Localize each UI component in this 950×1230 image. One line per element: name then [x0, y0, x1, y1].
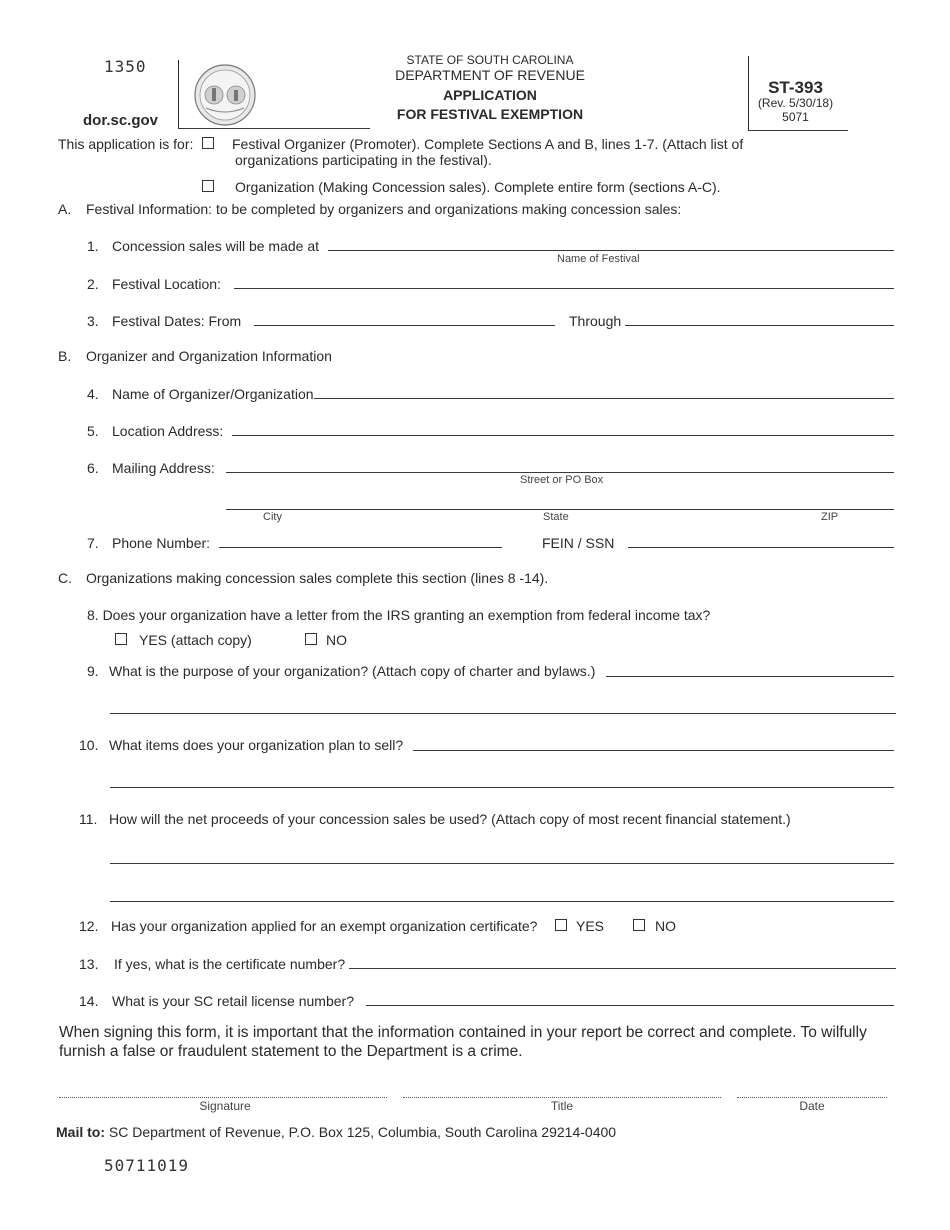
q8-no-checkbox[interactable] [305, 633, 317, 645]
q8-no-label: NO [326, 632, 347, 648]
question-11: How will the net proceeds of your concession sales be used? (Attach copy of most recent financial statement.) [109, 811, 791, 827]
date-caption: Date [799, 1099, 825, 1113]
warning-text-2: furnish a false or fraudulent statement to the Department is a crime. [59, 1043, 523, 1060]
section-b-heading: Organizer and Organization Information [86, 348, 332, 364]
line6-number: 6. [87, 460, 99, 476]
question-14: What is your SC retail license number? [112, 993, 354, 1009]
q10-answer-field-2[interactable] [110, 787, 894, 788]
signature-caption: Signature [199, 1099, 251, 1113]
line5-number: 5. [87, 423, 99, 439]
question-8: 8. Does your organization have a letter from the IRS granting an exemption from federal income tax? [87, 607, 711, 623]
line2-number: 2. [87, 276, 99, 292]
header-underline-left [178, 128, 370, 129]
organizer-option-text: Festival Organizer (Promoter). Complete Sections A and B, lines 1-7. (Attach list of [232, 136, 744, 152]
question-9: What is the purpose of your organization? (Attach copy of charter and bylaws.) [109, 663, 596, 679]
date-field[interactable] [737, 1097, 887, 1098]
festival-name-field[interactable] [328, 250, 894, 251]
sc-state-seal-icon [194, 64, 256, 126]
application-for-label: This application is for: [58, 136, 194, 152]
question-13: If yes, what is the certificate number? [114, 956, 346, 972]
q11-number: 11. [79, 811, 98, 827]
q14-number: 14. [79, 993, 99, 1009]
zip-caption: ZIP [821, 511, 839, 523]
line2-label: Festival Location: [112, 276, 221, 292]
organization-checkbox[interactable] [202, 180, 214, 192]
line1-number: 1. [87, 238, 99, 254]
footer-form-code: 50711019 [104, 1156, 190, 1175]
line6-label: Mailing Address: [112, 460, 215, 476]
phone-number-field[interactable] [219, 547, 502, 548]
organizer-checkbox[interactable] [202, 137, 214, 149]
festival-date-through-field[interactable] [625, 325, 894, 326]
header-divider-left [178, 60, 179, 128]
q12-number: 12. [79, 918, 99, 934]
signature-field[interactable] [59, 1097, 387, 1098]
location-address-field[interactable] [232, 435, 894, 436]
q11-answer-field[interactable] [110, 863, 894, 864]
header-underline-right [748, 130, 848, 131]
website: dor.sc.gov [83, 112, 159, 129]
retail-license-field[interactable] [366, 1005, 894, 1006]
form-title-line2: FOR FESTIVAL EXEMPTION [396, 106, 584, 122]
line5-label: Location Address: [112, 423, 224, 439]
q12-yes-checkbox[interactable] [555, 919, 567, 931]
section-a-letter: A. [58, 201, 72, 217]
mailing-street-field[interactable] [226, 472, 894, 473]
organization-option-text: Organization (Making Concession sales). Complete entire form (sections A-C). [235, 179, 721, 195]
mail-address: SC Department of Revenue, P.O. Box 125, Columbia, South Carolina 29214-0400 [108, 1124, 617, 1140]
line7-label: Phone Number: [112, 535, 211, 551]
q8-yes-checkbox[interactable] [115, 633, 127, 645]
line3-number: 3. [87, 313, 99, 329]
q12-no-label: NO [655, 918, 676, 934]
q12-yes-label: YES [576, 918, 605, 934]
q10-answer-field[interactable] [413, 750, 894, 751]
question-12: Has your organization applied for an exempt organization certificate? [111, 918, 538, 934]
q9-answer-field-2[interactable] [110, 713, 896, 714]
line3-label: Festival Dates: From [112, 313, 242, 329]
form-title-line1: APPLICATION [443, 87, 537, 103]
organizer-option-text-2: organizations participating in the festival). [235, 152, 492, 168]
mailing-city-state-zip-field[interactable] [226, 509, 894, 510]
q9-number: 9. [87, 663, 99, 679]
street-caption: Street or PO Box [520, 474, 604, 486]
city-caption: City [263, 511, 282, 523]
section-b-letter: B. [58, 348, 72, 364]
q8-yes-label: YES (attach copy) [139, 632, 252, 648]
mail-to-label: Mail to: [56, 1124, 105, 1140]
title-caption: Title [550, 1099, 574, 1113]
section-c-letter: C. [58, 570, 72, 586]
section-c-heading: Organizations making concession sales complete this section (lines 8 -14). [86, 570, 549, 586]
festival-date-from-field[interactable] [254, 325, 555, 326]
q9-answer-field[interactable] [606, 676, 894, 677]
department-name: DEPARTMENT OF REVENUE [395, 67, 585, 83]
organizer-name-field[interactable] [314, 398, 894, 399]
through-label: Through [569, 313, 622, 329]
q12-no-checkbox[interactable] [633, 919, 645, 931]
line7-number: 7. [87, 535, 99, 551]
certificate-number-field[interactable] [349, 968, 896, 969]
fein-field[interactable] [628, 547, 894, 548]
q11-answer-field-2[interactable] [110, 901, 894, 902]
form-revision: (Rev. 5/30/18) [757, 96, 834, 110]
warning-text: When signing this form, it is important that the information contained in your report be correct and complete. To wilfully [59, 1024, 867, 1041]
title-field[interactable] [403, 1097, 721, 1098]
festival-location-field[interactable] [234, 288, 894, 289]
state-name: STATE OF SOUTH CAROLINA [406, 53, 574, 67]
fein-label: FEIN / SSN [542, 535, 615, 551]
state-caption: State [543, 511, 569, 523]
q13-number: 13. [79, 956, 99, 972]
q10-number: 10. [79, 737, 99, 753]
form-number: ST-393 [768, 78, 823, 97]
form-code-top: 1350 [104, 57, 147, 76]
question-10: What items does your organization plan to sell? [109, 737, 404, 753]
line4-label: Name of Organizer/Organization [112, 386, 314, 402]
mail-to [56, 1124, 616, 1140]
line4-number: 4. [87, 386, 99, 402]
festival-name-caption: Name of Festival [557, 253, 640, 265]
line1-label: Concession sales will be made at [112, 238, 319, 254]
section-a-heading: Festival Information: to be completed by organizers and organizations making concession sales: [86, 201, 682, 217]
form-id: 5071 [782, 110, 809, 124]
